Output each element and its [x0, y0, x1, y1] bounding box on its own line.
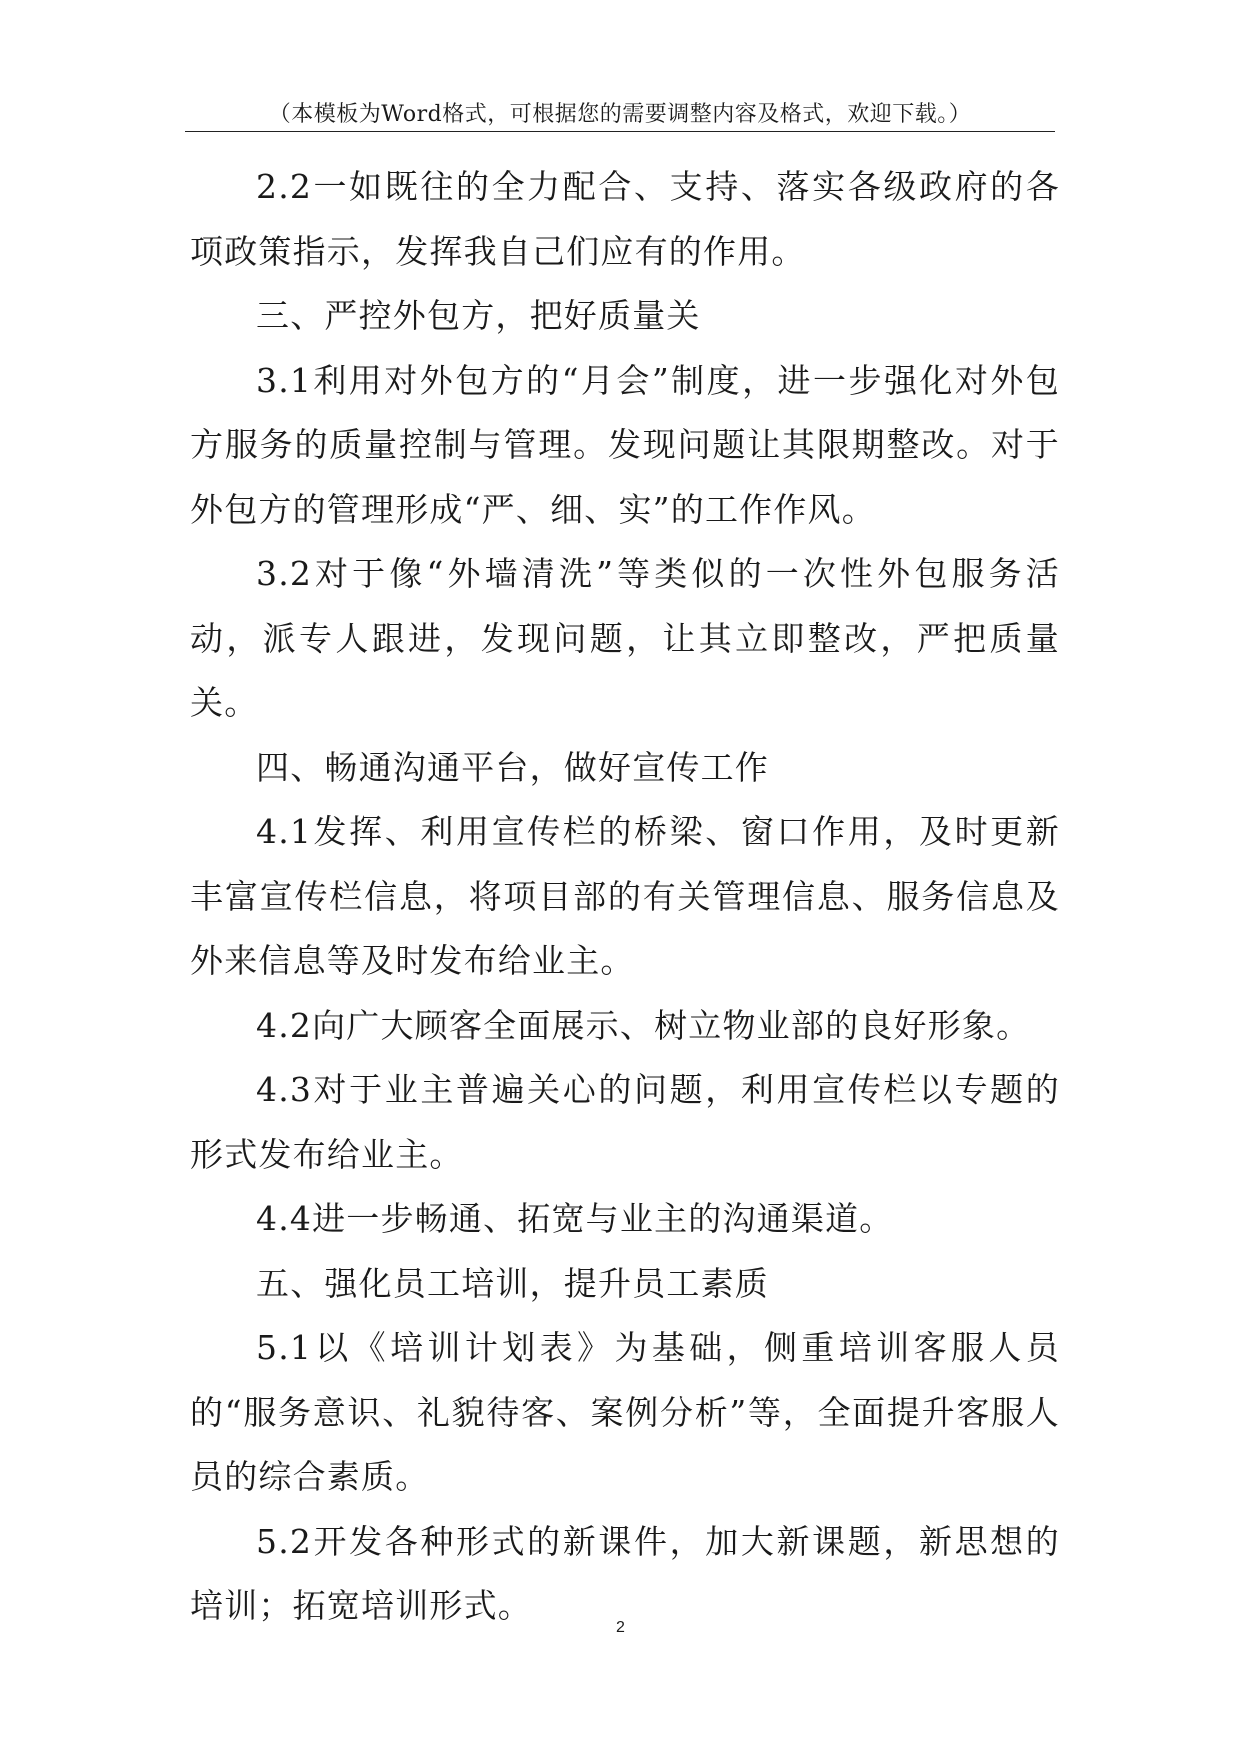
- header-divider: [185, 131, 1055, 132]
- section-heading-3: 三、严控外包方，把好质量关: [256, 296, 701, 335]
- paragraph-4-3: 4.3对于业主普遍关心的问题，利用宣传栏以专题的形式发布给业主。: [190, 1070, 1060, 1174]
- document-body: [190, 155, 1060, 1639]
- paragraph-5-1: 5.1以《培训计划表》为基础，侧重培训客服人员的“服务意识、礼貌待客、案例分析”等，全面提升客服人员的综合素质。: [190, 1328, 1060, 1496]
- paragraph-5-2: 5.2开发各种形式的新课件，加大新课题，新思想的培训；拓宽培训形式。: [190, 1521, 1060, 1625]
- paragraph-3-1: 3.1利用对外包方的“月会”制度，进一步强化对外包方服务的质量控制与管理。发现问题让其限期整改。对于外包方的管理形成“严、细、实”的工作作风。: [190, 360, 1060, 529]
- paragraph-4-2: 4.2向广大顾客全面展示、树立物业部的良好形象。: [256, 1005, 1031, 1045]
- section-heading-4: 四、畅通沟通平台，做好宣传工作: [256, 747, 769, 787]
- page-number: 2: [616, 1619, 625, 1636]
- template-header-note: （本模板为Word格式，可根据您的需要调整内容及格式，欢迎下载。）: [268, 102, 972, 127]
- paragraph-3-2: 3.2对于像“外墙清洗”等类似的一次性外包服务活动，派专人跟进，发现问题，让其立即整改，严把质量关。: [190, 554, 1060, 722]
- paragraph-4-4: 4.4进一步畅通、拓宽与业主的沟通渠道。: [256, 1199, 894, 1238]
- paragraph-4-1: 4.1发挥、利用宣传栏的桥梁、窗口作用，及时更新丰富宣传栏信息，将项目部的有关管理信息、服务信息及外来信息等及时发布给业主。: [190, 812, 1060, 980]
- paragraph-2-2: 2.2一如既往的全力配合、支持、落实各级政府的各项政策指示，发挥我自己们应有的作用。: [190, 167, 1060, 271]
- section-heading-5: 五、强化员工培训，提升员工素质: [256, 1263, 769, 1303]
